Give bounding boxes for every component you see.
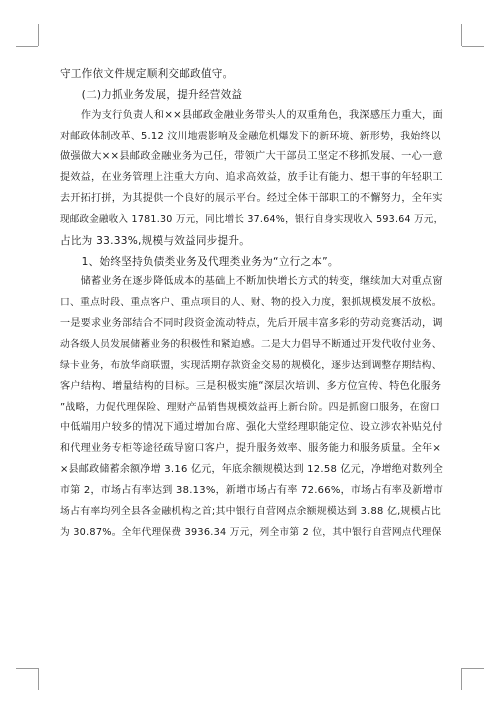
text-line: 作为支行负责人和××县邮政金融业务带头人的双重角色，我深感压力重大，面 [60,109,443,121]
text-line: 市第 2，市场占有率达到 38.13%，新增市场占有率 72.66%，市场占有率及新增市 [60,484,444,496]
crop-mark-bottom-right-h [462,668,484,669]
text-line: ”战略，力促代理保险、理财产品销售规模效益再上新台阶。四是抓窗口服务，在窗口 [60,401,440,413]
section-heading: (二)力抓业务发展，提升经营效益 [60,88,243,101]
text-line: 为 30.87%。全年代理保费 3936.34 万元，列全市第 2 位，其中银行自营网点代理保 [60,526,442,538]
text-line: 提效益，在业务管理上注重大方向、追求高效益，放手让有能力、想干事的年轻职工 [60,172,443,184]
text-line: 动各级人员发展储蓄业务的积极性和紧迫感。二是大力倡导不断通过开发代收付业务、 [60,338,442,350]
text-line: 客户结构、增量结构的目标。三是积极实施“深层次培训、多方位宣传、特色化服务 [60,380,442,392]
crop-mark-bottom-left [38,668,39,690]
text-line: 储蓄业务在逐步降低成本的基础上不断加快增长方式的转变，继续加大对重点窗 [60,276,443,288]
crop-mark-bottom-right [461,668,462,690]
text-line: 和代理业务专柜等途径疏导窗口客户，提升服务效率、服务能力和服务质量。全年× [60,443,442,455]
text-line: 现邮政金融收入 1781.30 万元，同比增长 37.64%，银行自身实现收入 593.64 万元， [60,213,444,225]
subsection-heading: 1、始终坚持负债类业务及代理类业务为“立行之本”。 [60,255,339,268]
text-line: 去开拓打拼，为其提供一个良好的展示平台。经过全体干部职工的不懈努力，全年实 [60,193,443,205]
crop-mark-top-right-h [462,46,484,47]
text-line: 对邮政体制改革、5.12 汶川地震影响及金融危机爆发下的新环境、新形势，我始终以 [60,130,441,142]
text-line: ×县邮政储蓄余额净增 3.16 亿元，年底余额规模达到 12.58 亿元，净增绝对数列全 [60,464,443,476]
text-line: 占比为 33.33%,规模与效益同步提升。 [60,234,251,247]
crop-mark-bottom-left-h [16,668,38,669]
text-line: 口、重点时段、重点客户、重点项目的人、财、物的投入力度，狠抓规模发展不放松。 [60,297,442,309]
text-line: 做强做大××县邮政金融业务为己任，带领广大干部员工坚定不移抓发展、一心一意 [60,151,443,163]
crop-mark-top-left-h [16,46,38,47]
text-line: 守工作依文件规定顺利交邮政值守。 [60,68,234,80]
text-line: 场占有率均列全县各金融机构之首;其中银行自营网点余额规模达到 3.88 亿,规模占比 [60,505,441,517]
crop-mark-top-left [38,24,39,46]
text-line: 中低端用户较多的情况下通过增加台席、强化大堂经理职能定位、设立涉农补贴兑付 [60,422,443,434]
body-text [60,64,444,543]
text-line: 绿卡业务，布放华商联盟，实现活期存款资金交易的规模化，逐步达到调整存期结构、 [60,359,442,371]
text-line: 一是要求业务部结合不同时段资金流动特点，先后开展丰富多彩的劳动竞赛活动，调 [60,318,443,330]
crop-mark-top-right [461,24,462,46]
